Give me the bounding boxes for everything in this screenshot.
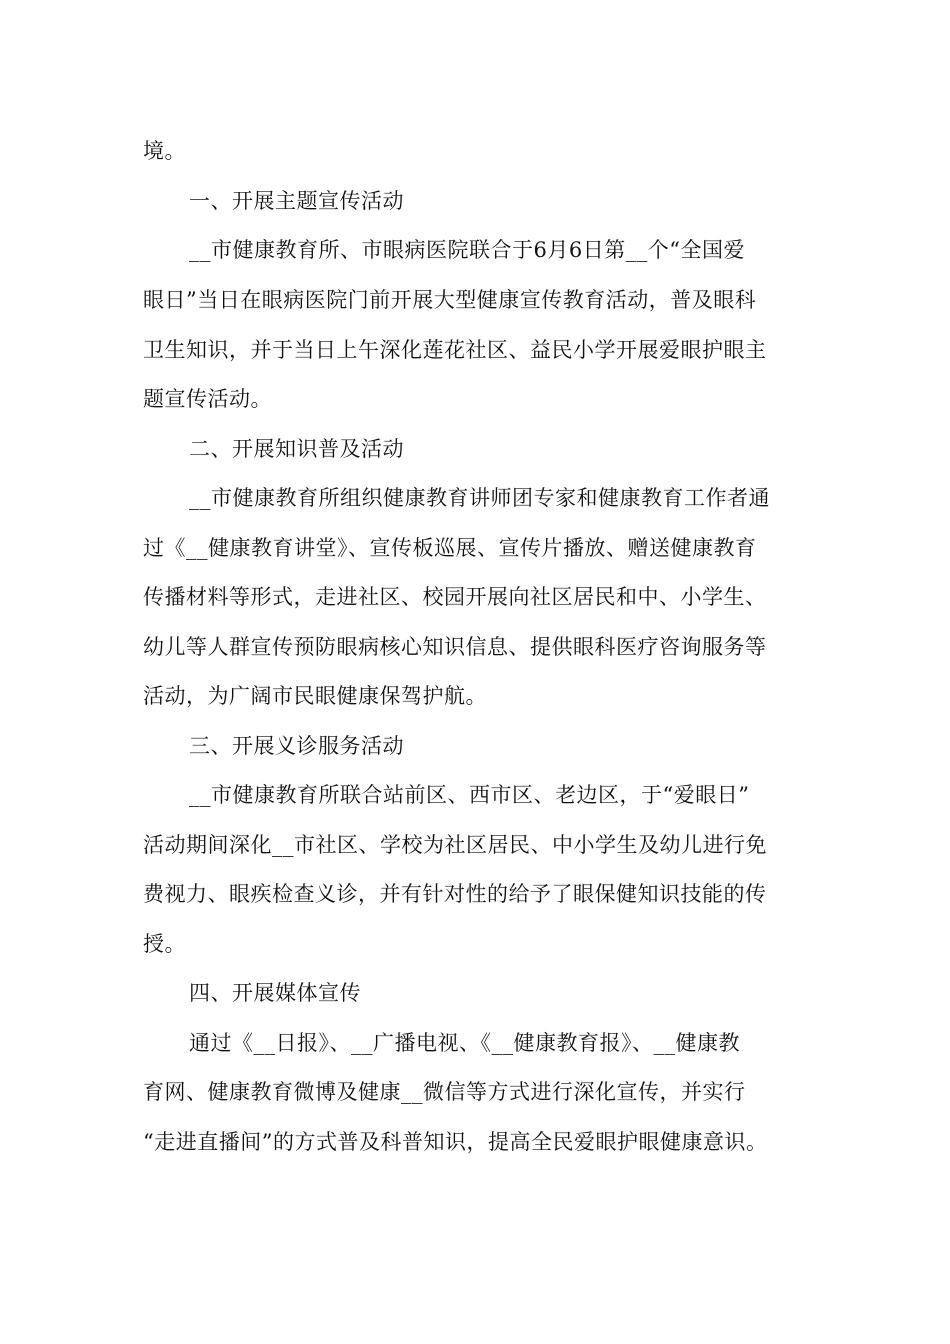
text-line: 授。 <box>143 932 186 956</box>
text-line: 费视力、眼疾检查义诊，并有针对性的给予了眼保健知识技能的传 <box>143 882 767 906</box>
section-heading: 四、开展媒体宣传 <box>189 981 361 1005</box>
text-line: 育网、健康教育微博及健康__微信等方式进行深化宣传，并实行 <box>143 1080 746 1104</box>
section-heading: 二、开展知识普及活动 <box>189 437 404 461</box>
text-line: 眼日”当日在眼病医院门前开展大型健康宣传教育活动，普及眼科 <box>143 288 757 312</box>
text-line: 卫生知识，并于当日上午深化莲花社区、益民小学开展爱眼护眼主 <box>143 338 767 362</box>
text-line: 通过《__日报》、__广播电视、《__健康教育报》、__健康教 <box>189 1031 740 1055</box>
text-line: 活动，为广阔市民眼健康保驾护航。 <box>143 684 487 708</box>
text-line: 过《__健康教育讲堂》、宣传板巡展、宣传片播放、赠送健康教育 <box>143 536 757 560</box>
text-line: __市健康教育所组织健康教育讲师团专家和健康教育工作者通 <box>189 486 770 510</box>
text-line: __市健康教育所联合站前区、西市区、老边区，于“爱眼日” <box>189 783 750 807</box>
text-line: 题宣传活动。 <box>143 387 272 411</box>
text-line: 活动期间深化__市社区、学校为社区居民、中小学生及幼儿进行免 <box>143 833 767 857</box>
section-heading: 三、开展义诊服务活动 <box>189 734 404 758</box>
section-heading: 一、开展主题宣传活动 <box>189 189 404 213</box>
text-line: 传播材料等形式，走进社区、校园开展向社区居民和中、小学生、 <box>143 585 767 609</box>
text-line: __市健康教育所、市眼病医院联合于6月6日第__个“全国爱 <box>189 238 745 262</box>
text-line: 幼儿等人群宣传预防眼病核心知识信息、提供眼科医疗咨询服务等 <box>143 635 767 659</box>
text-line: 境。 <box>143 139 186 163</box>
text-line: “走进直播间”的方式普及科普知识，提高全民爱眼护眼健康意识。 <box>143 1130 768 1154</box>
